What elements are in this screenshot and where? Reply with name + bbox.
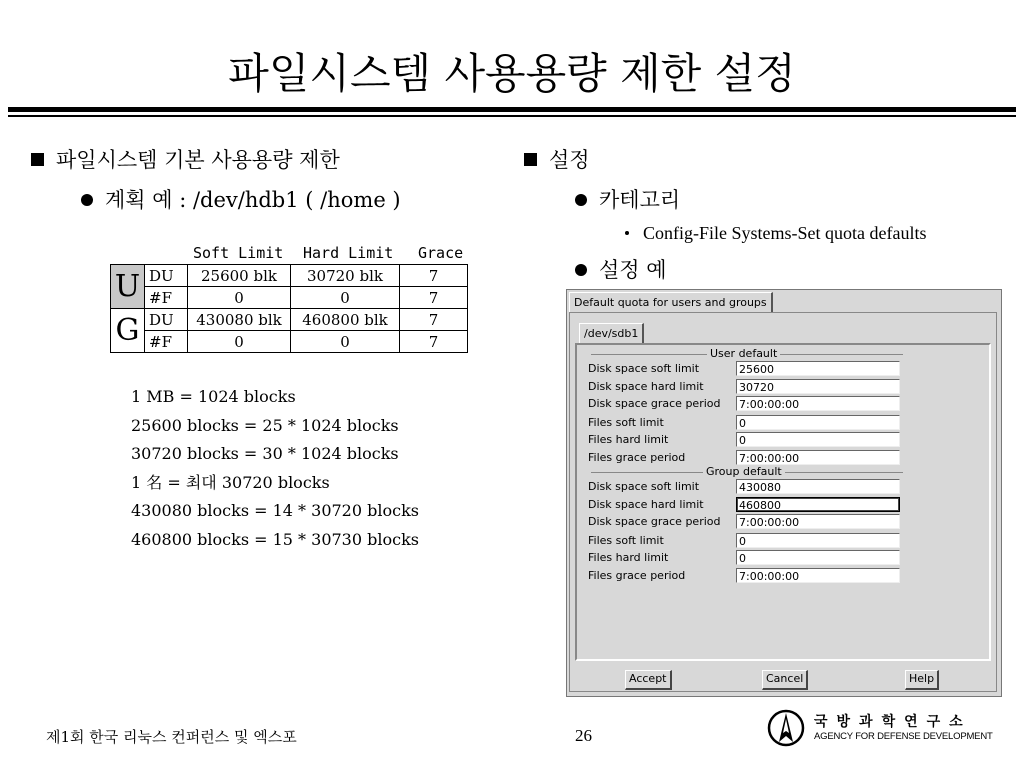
tab-dev-sdb1[interactable]: /dev/sdb1 xyxy=(579,323,644,343)
note-line: 430080 blocks = 14 * 30720 blocks xyxy=(131,501,419,521)
note-line: 30720 blocks = 30 * 1024 blocks xyxy=(131,444,399,464)
category-path: Config-File Systems-Set quota defaults xyxy=(643,223,927,243)
category-bullet xyxy=(575,187,680,213)
row-type: DU xyxy=(145,309,188,331)
title-rule-thick xyxy=(8,107,1016,112)
quota-plan-table xyxy=(110,244,468,353)
group-section-label: Group default xyxy=(703,465,785,478)
row-type: #F xyxy=(145,331,188,353)
round-bullet-icon xyxy=(575,194,587,206)
group-files-grace-label: Files grace period xyxy=(588,569,686,582)
header-hard-limit: Hard Limit xyxy=(303,244,394,262)
cell-grace: 7 xyxy=(400,331,468,353)
user-disk-grace-input[interactable]: 7:00:00:00 xyxy=(736,396,900,411)
accept-button[interactable]: Accept xyxy=(625,670,672,690)
cell-grace: 7 xyxy=(400,309,468,331)
left-heading-text: 파일시스템 기본 사용용량 제한 xyxy=(56,148,340,172)
table-row xyxy=(111,309,468,331)
group-files-hard-label: Files hard limit xyxy=(588,551,669,564)
cell-grace: 7 xyxy=(400,287,468,309)
group-files-grace-input[interactable]: 7:00:00:00 xyxy=(736,568,900,583)
add-logo-icon xyxy=(767,709,805,747)
group-label-user: U xyxy=(111,265,145,309)
user-files-soft-input[interactable]: 0 xyxy=(736,415,900,430)
user-files-soft-label: Files soft limit xyxy=(588,416,664,429)
right-heading xyxy=(524,147,590,173)
note-line: 25600 blocks = 25 * 1024 blocks xyxy=(131,415,399,435)
quota-dialog xyxy=(566,289,1002,697)
org-name-english: AGENCY FOR DEFENSE DEVELOPMENT xyxy=(814,731,993,742)
row-type: #F xyxy=(145,287,188,309)
left-sub xyxy=(81,187,401,213)
group-files-soft-input[interactable]: 0 xyxy=(736,533,900,548)
row-type: DU xyxy=(145,265,188,287)
cell-soft: 430080 blk xyxy=(188,309,291,331)
header-soft-limit: Soft Limit xyxy=(193,244,284,262)
example-bullet xyxy=(575,257,667,283)
cell-hard: 0 xyxy=(291,287,400,309)
user-disk-hard-input[interactable]: 30720 xyxy=(736,379,900,394)
table-row xyxy=(111,265,468,287)
round-bullet-icon xyxy=(81,194,93,206)
cell-hard: 460800 blk xyxy=(291,309,400,331)
slide-title: 파일시스템 사용용량 제한 설정 xyxy=(228,49,796,98)
category-path-bullet xyxy=(625,222,926,244)
org-name-korean: 국방과학연구소 xyxy=(814,714,972,730)
group-disk-soft-input[interactable]: 430080 xyxy=(736,479,900,494)
tab-default-quota[interactable]: Default quota for users and groups xyxy=(569,292,773,312)
round-bullet-icon xyxy=(575,264,587,276)
cell-hard: 0 xyxy=(291,331,400,353)
note-line: 1 名 = 최대 30720 blocks xyxy=(131,472,330,492)
group-disk-grace-input[interactable]: 7:00:00:00 xyxy=(736,514,900,529)
footer-event: 제1회 한국 리눅스 컨퍼런스 및 엑스포 xyxy=(46,728,297,746)
left-sub-text: 계획 예 : /dev/hdb1 ( /home ) xyxy=(105,188,401,212)
user-files-grace-label: Files grace period xyxy=(588,451,686,464)
cell-soft: 25600 blk xyxy=(188,265,291,287)
cell-soft: 0 xyxy=(188,287,291,309)
group-files-hard-input[interactable]: 0 xyxy=(736,550,900,565)
user-disk-grace-label: Disk space grace period xyxy=(588,397,721,410)
group-disk-hard-input[interactable]: 460800 xyxy=(736,497,900,512)
header-grace: Grace xyxy=(418,244,464,262)
left-heading xyxy=(31,147,340,173)
cell-grace: 7 xyxy=(400,265,468,287)
user-disk-hard-label: Disk space hard limit xyxy=(588,380,704,393)
cancel-button[interactable]: Cancel xyxy=(762,670,808,690)
square-bullet-icon xyxy=(524,153,537,166)
table-row xyxy=(111,287,468,309)
small-bullet-icon xyxy=(625,231,629,235)
example-label: 설정 예 xyxy=(599,258,667,282)
square-bullet-icon xyxy=(31,153,44,166)
cell-hard: 30720 blk xyxy=(291,265,400,287)
group-disk-soft-label: Disk space soft limit xyxy=(588,480,700,493)
right-heading-text: 설정 xyxy=(549,148,590,172)
help-button[interactable]: Help xyxy=(905,670,939,690)
user-section-label: User default xyxy=(707,347,780,360)
user-files-hard-label: Files hard limit xyxy=(588,433,669,446)
cell-soft: 0 xyxy=(188,331,291,353)
category-label: 카테고리 xyxy=(599,188,681,212)
group-label-group: G xyxy=(111,309,145,353)
table-header-row xyxy=(110,244,468,264)
title-rule-thin xyxy=(8,115,1016,117)
user-disk-soft-input[interactable]: 25600 xyxy=(736,361,900,376)
group-files-soft-label: Files soft limit xyxy=(588,534,664,547)
page-number: 26 xyxy=(575,726,592,745)
user-files-hard-input[interactable]: 0 xyxy=(736,432,900,447)
user-files-grace-input[interactable]: 7:00:00:00 xyxy=(736,450,900,465)
user-disk-soft-label: Disk space soft limit xyxy=(588,362,700,375)
group-disk-grace-label: Disk space grace period xyxy=(588,515,721,528)
table-row xyxy=(111,331,468,353)
group-disk-hard-label: Disk space hard limit xyxy=(588,498,704,511)
block-notes xyxy=(131,383,419,555)
note-line: 460800 blocks = 15 * 30730 blocks xyxy=(131,529,419,549)
note-line: 1 MB = 1024 blocks xyxy=(131,387,296,406)
